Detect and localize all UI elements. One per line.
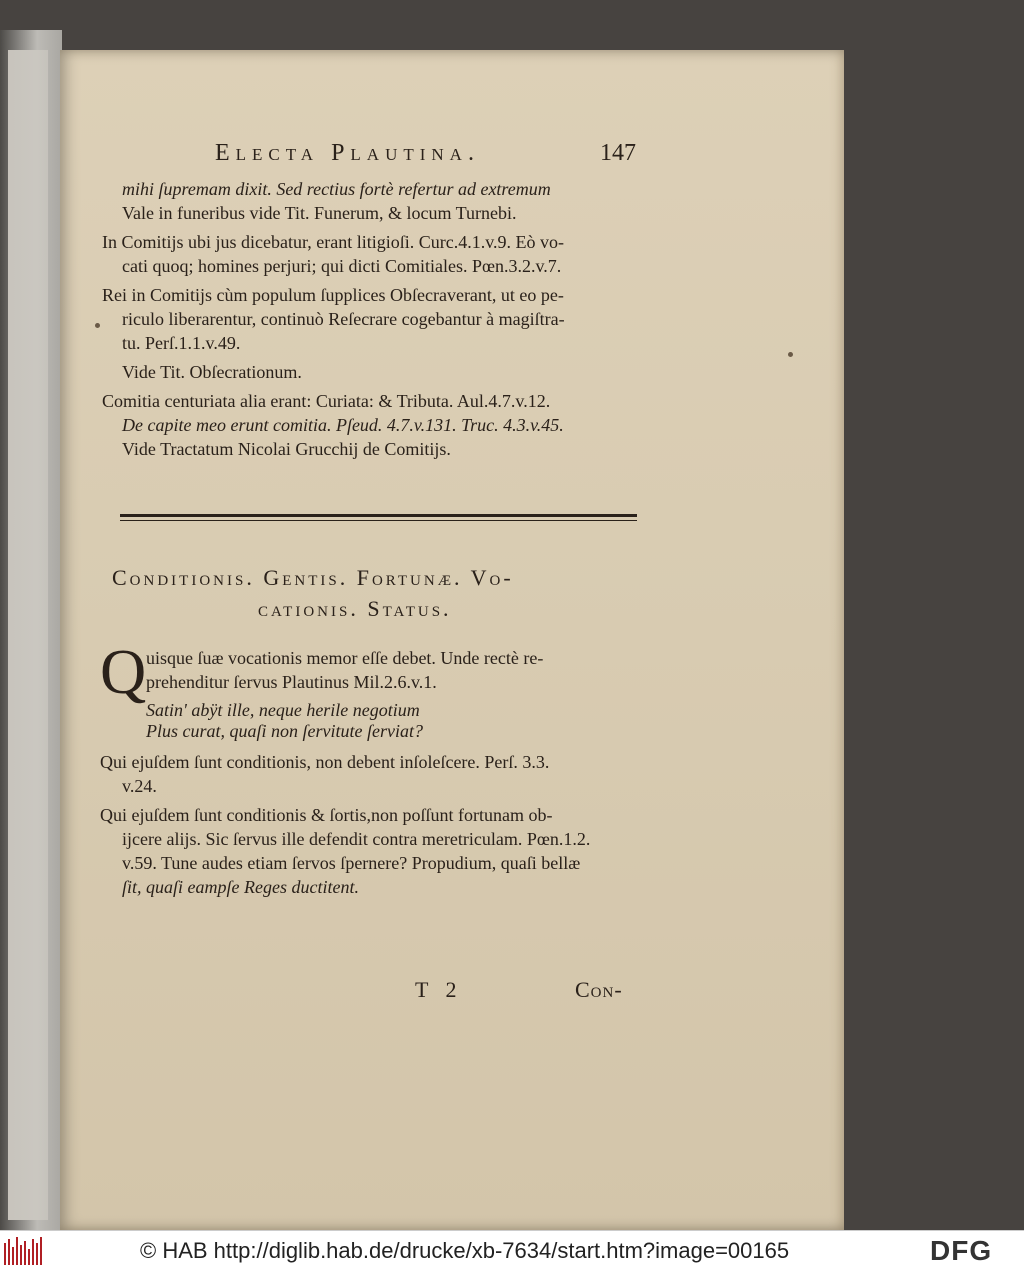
text-line: cati quoq; homines perjuri; qui dicti Comitiales. Pœn.3.2.v.7.	[122, 256, 562, 276]
signature-mark: T 2	[415, 977, 463, 1002]
copyright-link[interactable]: © HAB http://diglib.hab.de/drucke/xb-7634/start.htm?image=00165	[140, 1238, 790, 1263]
section-title: cationis. Status.	[258, 596, 452, 621]
book-page	[60, 50, 844, 1230]
catchword: Con-	[575, 977, 623, 1002]
section-title: Conditionis. Gentis. Fortunæ. Vo-	[112, 565, 514, 590]
text-line: prehenditur ſervus Plautinus Mil.2.6.v.1.	[146, 672, 437, 692]
ink-spot	[788, 352, 793, 357]
text-line: De capite meo erunt comitia. Pſeud. 4.7.v.131. Truc. 4.3.v.45.	[122, 415, 564, 435]
text-line: In Comitijs ubi jus dicebatur, erant litigioſi. Curc.4.1.v.9. Eò vo-	[102, 232, 565, 252]
text-line: Rei in Comitijs cùm populum ſupplices Obſecraverant, ut eo pe-	[102, 285, 564, 305]
text-line: Qui ejuſdem ſunt conditionis, non debent inſoleſcere. Perſ. 3.3.	[100, 752, 550, 772]
book-spine-edge	[0, 30, 62, 1230]
text-line: riculo liberarentur, continuò Reſecrare cogebantur à magiſtra-	[122, 309, 565, 329]
text-line: Vide Tractatum Nicolai Grucchij de Comitijs.	[122, 439, 451, 459]
verse-line: Plus curat, quaſi non ſervitute ſerviat?	[146, 721, 423, 741]
text-line: Qui ejuſdem ſunt conditionis & ſortis,non poſſunt fortunam ob-	[100, 805, 553, 825]
page-number: 147	[600, 140, 636, 166]
text-line: v.59. Tune audes etiam ſervos ſpernere? Propudium, quaſi bellæ	[122, 853, 581, 873]
drop-capital: Q	[100, 636, 147, 707]
text-line: ſit, quaſi eampſe Reges ductitent.	[122, 877, 359, 897]
hab-logo-icon	[4, 1237, 48, 1265]
text-line: Vide Tit. Obſecrationum.	[122, 362, 302, 382]
text-line: tu. Perſ.1.1.v.49.	[122, 333, 241, 353]
text-line: mihi ſupremam dixit. Sed rectius fortè refertur ad extremum	[122, 179, 551, 199]
ink-spot	[95, 323, 100, 328]
text-line: uisque ſuæ vocationis memor eſſe debet. Unde rectè re-	[146, 648, 544, 668]
dfg-logo: DFG	[930, 1235, 993, 1266]
text-line: Vale in funeribus vide Tit. Funerum, & locum Turnebi.	[122, 203, 517, 223]
verse-line: Satin' abÿt ille, neque herile negotium	[146, 700, 420, 720]
text-line: Comitia centuriata alia erant: Curiata: & Tributa. Aul.4.7.v.12.	[102, 391, 551, 411]
viewer-footer	[0, 1230, 1024, 1271]
section-divider	[120, 512, 637, 524]
previous-page-edge	[8, 50, 48, 1220]
text-line: v.24.	[122, 776, 157, 796]
running-title: Electa Plautina.	[215, 140, 480, 166]
text-line: ijcere alijs. Sic ſervus ille defendit contra meretriculam. Pœn.1.2.	[122, 829, 591, 849]
